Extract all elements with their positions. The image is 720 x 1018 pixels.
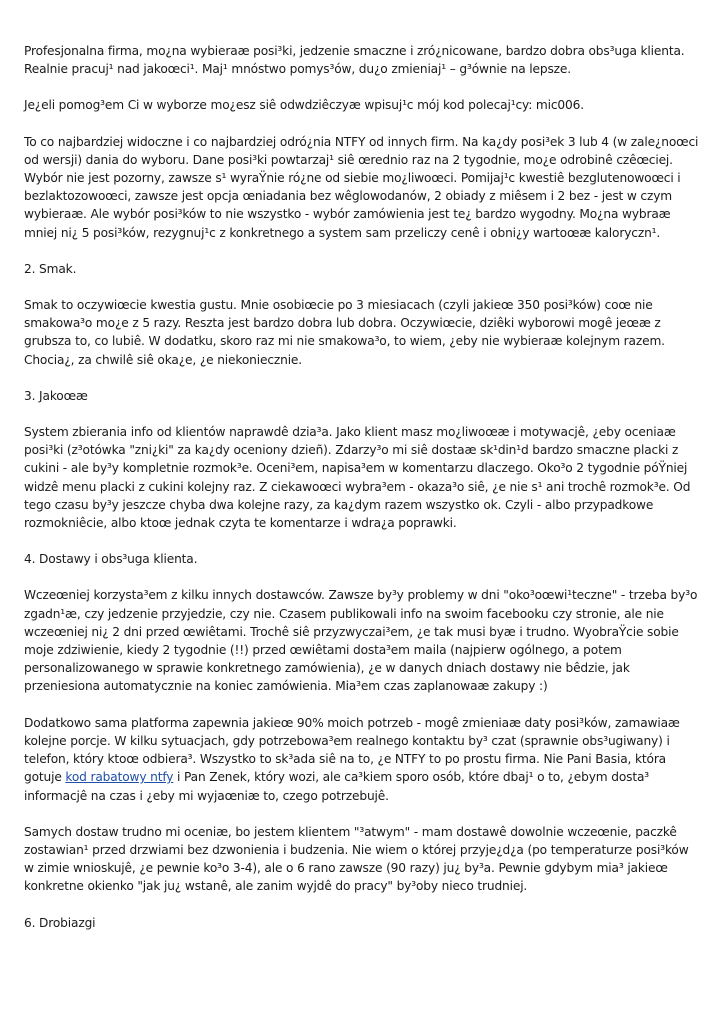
referral-paragraph: Je¿eli pomog³em Ci w wyborze mo¿esz siê odwdziêczyæ wpisuj¹c mój kod polecaj¹cy: mic006.: [24, 98, 584, 113]
quality-paragraph: System zbierania info od klientów naprawdê dzia³a. Jako klient masz mo¿liwoœæ i motywacjê, ¿eby oceniaæ posi³ki (z³otówka "zni¿ki" za ka¿dy oceniony dzieñ). Zdarzy³o mi siê dostaæ sk¹din¹d bardzo smaczne placki z cukini - ale by³y kompletnie rozmok³e. Oceni³em, napisa³em w komentarzu dlaczego. Oko³o 2 tygodnie póŸniej widzê menu placki z cukini kolejny raz. Z ciekawoœci wybra³em - okaza³o siê, ¿e nie s¹ ani trochê rozmok³e. Od tego czasu by³y jeszcze chyba dwa kolejne razy, za ka¿dym razem wszystko ok. Czyli - albo przypadkowe rozmokniêcie, albo ktoœ jednak czyta te komentarze i wdra¿a poprawki.: [24, 425, 691, 531]
platform-text-after: i Pan Zenek, który wozi, ale ca³kiem sporo osób, które dbaj¹ o to, ¿ebym dosta³ informacjê na czas i ¿eby mi wyjaœniæ to, czego potrzebujê.: [24, 770, 650, 803]
delivery-time-paragraph: Samych dostaw trudno mi oceniæ, bo jestem klientem "³atwym" - mam dostawê dowolnie wczeœnie, paczkê zostawian¹ przed drzwiami bez dzwonienia i budzenia. Nie wiem o której przyje¿d¿a (po temperaturze posi³ków w zimie wnioskujê, ¿e pewnie ko³o 3-4), ale o 6 rano zawsze (90 razy) ju¿ by³a. Pewnie gdybym mia³ jakieœ konkretne okienko "jak ju¿ wstanê, ale zanim wyjdê do pracy" by³oby nieco trudniej.: [24, 824, 689, 894]
discount-code-link[interactable]: kod rabatowy ntfy: [65, 770, 174, 785]
section-heading-delivery: 4. Dostawy i obs³uga klienta.: [24, 552, 198, 567]
platform-text-before: Dodatkowo sama platforma zapewnia jakieœ 90% moich potrzeb - mogê zmieniaæ daty posi³ków, zamawiaæ kolejne porcje. W kilku sytuacjach, gdy potrzebowa³em realnego kontaktu by³ czat (sprawnie obs³ugiwany) i telefon, który ktoœ odbiera³. Wszystko to sk³ada siê na to, ¿e NTFY to po prostu firma. Nie Pani Basia, która gotuje: [24, 715, 680, 785]
taste-paragraph: Smak to oczywiœcie kwestia gustu. Mnie osobiœcie po 3 miesiacach (czyli jakieœ 350 posi³ków) coœ nie smakowa³o mo¿e z 5 razy. Reszta jest bardzo dobra lub dobra. Oczywiœcie, dziêki wyborowi mogê jeœæ z grubsza to, co lubiê. W dodatku, skoro raz mi nie smakowa³o, to wiem, ¿eby nie wybieraæ kolejnym razem. Chocia¿, za chwilê siê oka¿e, ¿e niekoniecznie.: [24, 298, 665, 367]
delivery-paragraph: Wczeœniej korzysta³em z kilku innych dostawców. Zawsze by³y problemy w dni "oko³oœwi¹teczne" - trzeba by³o zgadn¹æ, czy jedzenie przyjedzie, czy nie. Czasem publikowali info na swoim facebooku czy stronie, ale nie wczeœniej ni¿ 2 dni przed œwiêtami. Trochê siê przyzwyczai³em, ¿e tak musi byæ i trudno. WyobraŸcie sobie moje zdziwienie, kiedy 2 tygodnie (!!) przed œwiêtami dosta³em maila (najpierw ogólnego, a potem personalizowanego w sprawie konkretnego zamówienia), ¿e w danych dniach dostawy nie bêdzie, jak przeniesiona automatycznie na koniec zamówienia. Mia³em czas zaplanowaæ zakupy :): [24, 588, 698, 694]
document-body: [24, 42, 700, 950]
section-heading-quality: 3. Jakoœæ: [24, 388, 88, 403]
platform-paragraph: [24, 714, 700, 805]
intro-paragraph: Profesjonalna firma, mo¿na wybieraæ posi³ki, jedzenie smaczne i zró¿nicowane, bardzo dobra obs³uga klienta. Realnie pracuj¹ nad jakoœci¹. Maj¹ mnóstwo pomys³ów, du¿o zmieniaj¹ – g³ównie na lepsze.: [24, 44, 685, 77]
section-heading-taste: 2. Smak.: [24, 261, 77, 276]
section-heading-details: 6. Drobiazgi: [24, 915, 96, 930]
choice-paragraph: To co najbardziej widoczne i co najbardziej odró¿nia NTFY od innych firm. Na ka¿dy posi³ek 3 lub 4 (w zale¿noœci od wersji) dania do wyboru. Dane posi³ki powtarzaj¹ siê œrednio raz na 2 tygodnie, mo¿e odrobinê czêœciej. Wybór nie jest pozorny, zawsze s¹ wyraŸnie ró¿ne od siebie mo¿liwoœci. Pomijaj¹c kwestiê bezglutenowoœci i bezlaktozowoœci, zawsze jest opcja œniadania bez wêglowodanów, 2 obiady z miêsem i 2 bez - jest w czym wybieraæ. Ale wybór posi³ków to nie wszystko - wybór zamówienia jest te¿ bardzo wygodny. Mo¿na wybraæ mniej ni¿ 5 posi³ków, rezygnuj¹c z konkretnego a system sam przeliczy cenê i obni¿y wartoœæ kaloryczn¹.: [24, 134, 699, 240]
